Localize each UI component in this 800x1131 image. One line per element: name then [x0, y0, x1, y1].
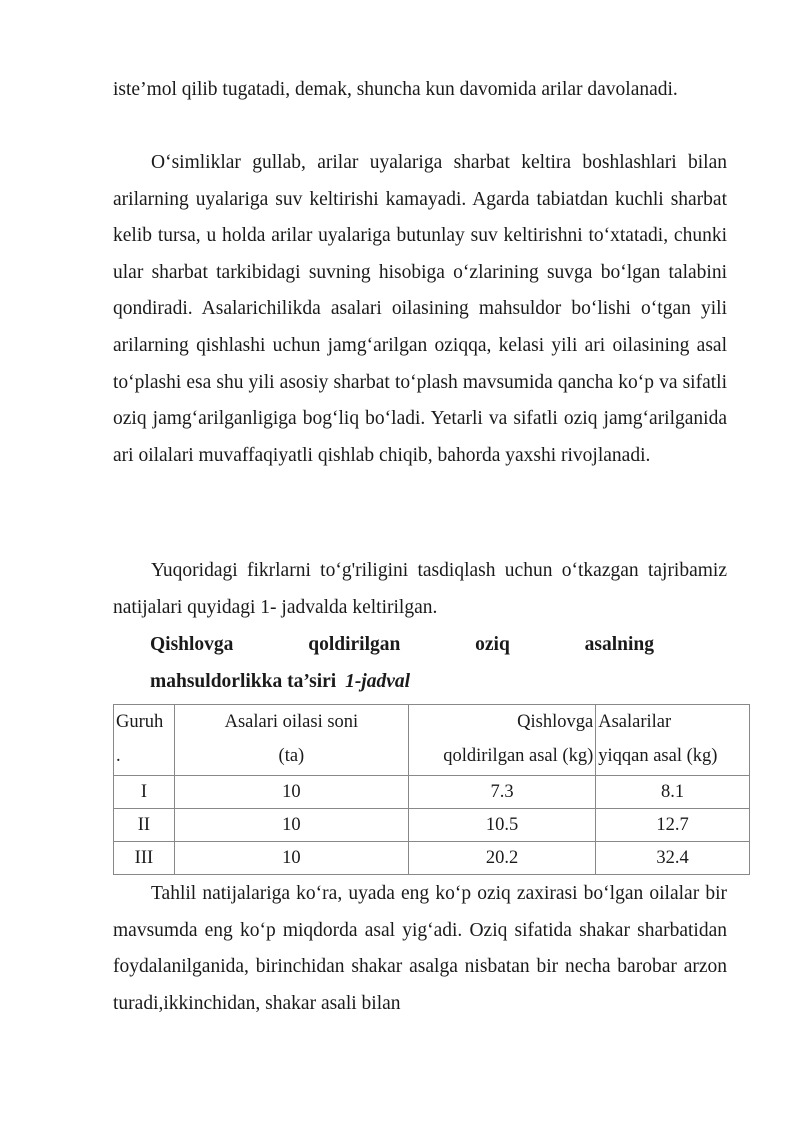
- header-left-line1: Qishlovga: [517, 712, 594, 732]
- header-colony-line1: Asalari oilasi soni: [224, 712, 359, 732]
- table-title: [150, 627, 654, 700]
- paragraph-4: Tahlil natijalariga ko‘ra, uyada eng ko‘p oziq zaxirasi bo‘lgan oilalar bir mavsumda eng ko‘p miqdorda asal yig‘adi. Oziq sifatida shakar sharbatidan foydalanilganida, birinchidan shakar asalga nisbatan bir necha barobar arzon turadi,ikkinchidan, shakar asali bilan: [113, 883, 727, 1014]
- paragraph-3: Yuqoridagi fikrlarni to‘g'riligini tasdiqlash uchun o‘tkazgan tajribamiz natijalari quyidagi 1- jadvalda keltirilgan.: [113, 560, 727, 618]
- data-table: [113, 704, 750, 875]
- table-title-word: oziq: [475, 634, 510, 655]
- table-title-word: qoldirilgan: [308, 634, 401, 655]
- cell-count: 10: [174, 809, 408, 842]
- cell-honey-collected: 12.7: [596, 809, 750, 842]
- paragraph-2: O‘simliklar gullab, arilar uyalariga sharbat keltira boshlashlari bilan arilarning uyalariga suv keltirishi kamayadi. Agarda tabiatdan kuchli sharbat kelib tursa, u holda arilar uyalariga butunlay suv keltirishni to‘xtatadi, chunki ular sharbat tarkibidagi suvning hisobiga o‘zlarining suvga bo‘lgan talabini qondiradi. Asalarichilikda asalari oilasining mahsuldor bo‘lishi o‘tgan yili arilarning qishlashi uchun jamg‘arilgan oziqqa, kelasi yili ari oilasining asal to‘plashi esa shu yili asosiy sharbat to‘plash mavsumida qancha ko‘p va sifatli oziq jamg‘arilganligiga bog‘liq bo‘ladi. Yetarli va sifatli oziq jamg‘arilganida ari oilalari muvaffaqiyatli qishlab chiqib, bahorda yaxshi rivojlanadi.: [113, 152, 727, 466]
- table-title-word: Qishlovga: [150, 634, 234, 655]
- cell-honey-left: 7.3: [408, 776, 595, 809]
- header-honey-collected: [596, 705, 750, 776]
- header-group: [114, 705, 175, 776]
- table-title-word: asalning: [584, 634, 654, 655]
- header-collected-line1: Asalarilar: [598, 712, 672, 732]
- header-group-line1: Guruh: [116, 712, 164, 732]
- cell-count: 10: [174, 776, 408, 809]
- header-colony-count: [174, 705, 408, 776]
- table-title-line-1: [150, 627, 654, 664]
- header-honey-left: [408, 705, 595, 776]
- header-left-line2: qoldirilgan asal (kg): [443, 746, 594, 766]
- cell-honey-collected: 32.4: [596, 842, 750, 875]
- cell-group: II: [114, 809, 175, 842]
- table-number: 1-jadval: [345, 670, 411, 692]
- table-header-row: [114, 705, 750, 776]
- table-row: [114, 842, 750, 875]
- table-title-line-2: [150, 664, 654, 701]
- paragraph-1: iste’mol qilib tugatadi, demak, shuncha kun davomida arilar davolanadi.: [113, 79, 678, 100]
- cell-honey-left: 10.5: [408, 809, 595, 842]
- table-row: [114, 809, 750, 842]
- table-title-text: mahsuldorlikka ta’siri: [150, 670, 337, 692]
- cell-honey-left: 20.2: [408, 842, 595, 875]
- cell-group: III: [114, 842, 175, 875]
- header-collected-line2: yiqqan asal (kg): [598, 746, 718, 766]
- cell-count: 10: [174, 842, 408, 875]
- header-colony-line2: (ta): [278, 746, 305, 766]
- header-group-line2: .: [116, 746, 121, 766]
- table-row: [114, 776, 750, 809]
- cell-group: I: [114, 776, 175, 809]
- cell-honey-collected: 8.1: [596, 776, 750, 809]
